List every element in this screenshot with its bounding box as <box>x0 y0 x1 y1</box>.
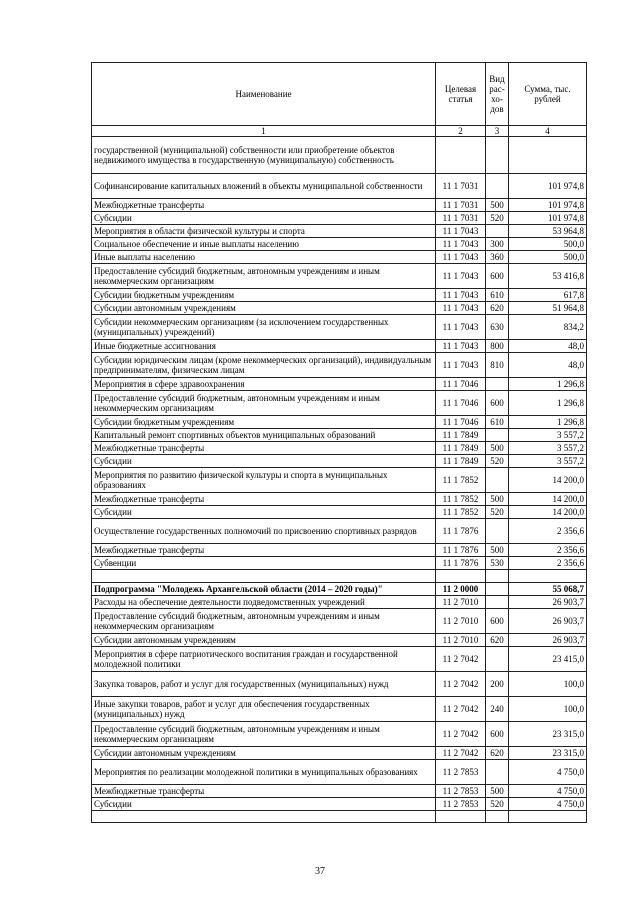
table-row <box>92 596 587 609</box>
table-row <box>92 647 587 672</box>
row-name-cell: Субсидии юридическим лицам (кроме некоммерческих организаций), индивидуальным предпринимателям, физическим лицам <box>92 353 436 378</box>
table-row <box>92 785 587 798</box>
row-name-cell: Иные бюджетные ассигнования <box>92 340 436 353</box>
row-sum-cell: 100,0 <box>509 672 587 697</box>
budget-table <box>91 62 587 823</box>
table-row <box>92 583 587 596</box>
row-expense-type-cell: 500 <box>486 199 509 212</box>
table-row <box>92 811 587 823</box>
row-sum-cell: 51 964,8 <box>509 302 587 315</box>
table-row <box>92 289 587 302</box>
row-target-article-cell: 11 1 7043 <box>436 225 486 238</box>
row-name-cell: Субсидии автономным учреждениям <box>92 747 436 760</box>
row-expense-type-cell: 620 <box>486 747 509 760</box>
row-name-cell <box>92 570 436 583</box>
table-row <box>92 798 587 811</box>
column-number: 3 <box>486 126 509 137</box>
row-target-article-cell: 11 1 7849 <box>436 429 486 442</box>
row-name-cell: Субсидии <box>92 798 436 811</box>
row-expense-type-cell: 300 <box>486 238 509 251</box>
row-expense-type-cell <box>486 583 509 596</box>
table-row <box>92 519 587 544</box>
table-row <box>92 634 587 647</box>
table-row <box>92 174 587 199</box>
row-name-cell: Иные закупки товаров, работ и услуг для обеспечения государственных (муниципальных) нужд <box>92 697 436 722</box>
row-name-cell: Закупка товаров, работ и услуг для государственных (муниципальных) нужд <box>92 672 436 697</box>
row-name-cell <box>92 811 436 823</box>
table-row <box>92 302 587 315</box>
row-expense-type-cell: 500 <box>486 442 509 455</box>
row-name-cell: Софинансирование капитальных вложений в объекты муниципальной собственности <box>92 174 436 199</box>
table-row <box>92 672 587 697</box>
row-target-article-cell: 11 2 7042 <box>436 697 486 722</box>
row-expense-type-cell: 800 <box>486 340 509 353</box>
row-expense-type-cell: 520 <box>486 212 509 225</box>
row-name-cell: Межбюджетные трансферты <box>92 442 436 455</box>
row-name-cell: Межбюджетные трансферты <box>92 199 436 212</box>
table-row <box>92 391 587 416</box>
row-sum-cell <box>509 811 587 823</box>
table-row <box>92 416 587 429</box>
row-name-cell: государственной (муниципальной) собственности или приобретение объектов недвижимого имущества в государственную (муниципальную) собственность <box>92 137 436 174</box>
row-name-cell: Иные выплаты населению <box>92 251 436 264</box>
row-expense-type-cell: 610 <box>486 289 509 302</box>
row-sum-cell: 2 356,6 <box>509 544 587 557</box>
table-row <box>92 506 587 519</box>
header-expense-type: Вид рас-хо-дов <box>486 63 509 126</box>
row-sum-cell: 1 296,8 <box>509 378 587 391</box>
row-target-article-cell: 11 2 7853 <box>436 785 486 798</box>
row-target-article-cell: 11 1 7849 <box>436 442 486 455</box>
row-sum-cell: 53 416,8 <box>509 264 587 289</box>
row-target-article-cell: 11 2 7042 <box>436 672 486 697</box>
row-target-article-cell: 11 1 7043 <box>436 302 486 315</box>
row-sum-cell: 26 903,7 <box>509 596 587 609</box>
row-target-article-cell: 11 1 7852 <box>436 506 486 519</box>
row-sum-cell: 101 974,8 <box>509 212 587 225</box>
row-name-cell: Субсидии <box>92 506 436 519</box>
row-sum-cell: 23 315,0 <box>509 722 587 747</box>
row-name-cell: Субвенции <box>92 557 436 570</box>
table-row <box>92 137 587 174</box>
row-expense-type-cell: 240 <box>486 697 509 722</box>
row-expense-type-cell <box>486 468 509 493</box>
row-sum-cell: 4 750,0 <box>509 798 587 811</box>
row-expense-type-cell <box>486 596 509 609</box>
row-target-article-cell: 11 1 7031 <box>436 174 486 199</box>
table-row <box>92 455 587 468</box>
table-row <box>92 697 587 722</box>
row-sum-cell: 14 200,0 <box>509 506 587 519</box>
row-target-article-cell: 11 1 7849 <box>436 455 486 468</box>
row-expense-type-cell: 600 <box>486 391 509 416</box>
row-sum-cell: 3 557,2 <box>509 442 587 455</box>
row-name-cell: Субсидии бюджетным учреждениям <box>92 289 436 302</box>
row-expense-type-cell: 500 <box>486 785 509 798</box>
row-target-article-cell: 11 1 7031 <box>436 212 486 225</box>
row-target-article-cell: 11 1 7043 <box>436 315 486 340</box>
row-sum-cell: 14 200,0 <box>509 493 587 506</box>
row-name-cell: Предоставление субсидий бюджетным, автономным учреждениям и иным некоммерческим организациям <box>92 264 436 289</box>
table-header <box>92 63 587 137</box>
header-row <box>92 63 587 126</box>
row-sum-cell: 101 974,8 <box>509 199 587 212</box>
row-target-article-cell: 11 1 7043 <box>436 289 486 302</box>
row-expense-type-cell: 630 <box>486 315 509 340</box>
row-sum-cell: 100,0 <box>509 697 587 722</box>
row-name-cell: Субсидии автономным учреждениям <box>92 634 436 647</box>
row-expense-type-cell <box>486 429 509 442</box>
row-target-article-cell: 11 2 7042 <box>436 747 486 760</box>
row-expense-type-cell <box>486 570 509 583</box>
row-name-cell: Капитальный ремонт спортивных объектов муниципальных образований <box>92 429 436 442</box>
table-body <box>92 137 587 823</box>
table-row <box>92 315 587 340</box>
table-row <box>92 557 587 570</box>
table-row <box>92 468 587 493</box>
row-expense-type-cell: 530 <box>486 557 509 570</box>
row-expense-type-cell <box>486 378 509 391</box>
row-sum-cell: 2 356,6 <box>509 557 587 570</box>
row-expense-type-cell <box>486 760 509 785</box>
row-sum-cell: 4 750,0 <box>509 760 587 785</box>
row-target-article-cell <box>436 811 486 823</box>
row-target-article-cell: 11 2 7010 <box>436 634 486 647</box>
row-sum-cell: 1 296,8 <box>509 416 587 429</box>
row-sum-cell: 55 068,7 <box>509 583 587 596</box>
row-target-article-cell: 11 1 7043 <box>436 353 486 378</box>
row-sum-cell: 101 974,8 <box>509 174 587 199</box>
row-expense-type-cell <box>486 519 509 544</box>
row-sum-cell: 4 750,0 <box>509 785 587 798</box>
row-sum-cell: 2 356,6 <box>509 519 587 544</box>
column-number-row <box>92 126 587 137</box>
row-target-article-cell: 11 1 7031 <box>436 199 486 212</box>
row-name-cell: Мероприятия по реализации молодежной политики в муниципальных образованиях <box>92 760 436 785</box>
row-name-cell: Субсидии автономным учреждениям <box>92 302 436 315</box>
row-target-article-cell: 11 2 0000 <box>436 583 486 596</box>
table-row <box>92 340 587 353</box>
row-expense-type-cell: 520 <box>486 798 509 811</box>
row-expense-type-cell: 520 <box>486 455 509 468</box>
row-target-article-cell: 11 1 7876 <box>436 544 486 557</box>
row-sum-cell: 500,0 <box>509 251 587 264</box>
row-name-cell: Субсидии некоммерческим организациям (за исключением государственных (муниципальных) учреждений) <box>92 315 436 340</box>
row-expense-type-cell: 600 <box>486 264 509 289</box>
row-expense-type-cell <box>486 647 509 672</box>
row-expense-type-cell: 600 <box>486 722 509 747</box>
table-row <box>92 212 587 225</box>
row-target-article-cell: 11 1 7876 <box>436 557 486 570</box>
table-row <box>92 429 587 442</box>
table-row <box>92 264 587 289</box>
row-expense-type-cell <box>486 811 509 823</box>
row-sum-cell: 23 415,0 <box>509 647 587 672</box>
row-sum-cell <box>509 570 587 583</box>
table-row <box>92 442 587 455</box>
row-sum-cell: 500,0 <box>509 238 587 251</box>
table-row <box>92 251 587 264</box>
row-sum-cell: 14 200,0 <box>509 468 587 493</box>
row-sum-cell: 617,8 <box>509 289 587 302</box>
table-row <box>92 378 587 391</box>
row-target-article-cell <box>436 570 486 583</box>
table-row <box>92 225 587 238</box>
row-sum-cell: 23 315,0 <box>509 747 587 760</box>
row-target-article-cell: 11 1 7852 <box>436 468 486 493</box>
row-target-article-cell: 11 1 7046 <box>436 416 486 429</box>
row-target-article-cell: 11 2 7042 <box>436 647 486 672</box>
row-name-cell: Межбюджетные трансферты <box>92 544 436 557</box>
row-expense-type-cell: 520 <box>486 506 509 519</box>
row-sum-cell: 26 903,7 <box>509 634 587 647</box>
row-expense-type-cell: 500 <box>486 493 509 506</box>
column-number: 2 <box>436 126 486 137</box>
row-expense-type-cell <box>486 137 509 174</box>
row-expense-type-cell: 500 <box>486 544 509 557</box>
row-target-article-cell: 11 1 7043 <box>436 264 486 289</box>
table-row <box>92 747 587 760</box>
table-row <box>92 199 587 212</box>
row-sum-cell: 3 557,2 <box>509 455 587 468</box>
row-expense-type-cell: 600 <box>486 609 509 634</box>
header-target-article: Целевая статья <box>436 63 486 126</box>
table-row <box>92 570 587 583</box>
row-name-cell: Мероприятия в области физической культуры и спорта <box>92 225 436 238</box>
row-name-cell: Предоставление субсидий бюджетным, автономным учреждениям и иным некоммерческим организациям <box>92 722 436 747</box>
row-sum-cell: 1 296,8 <box>509 391 587 416</box>
row-expense-type-cell: 360 <box>486 251 509 264</box>
row-target-article-cell: 11 1 7876 <box>436 519 486 544</box>
header-sum: Сумма, тыс. рублей <box>509 63 587 126</box>
table-row <box>92 544 587 557</box>
row-target-article-cell: 11 1 7043 <box>436 251 486 264</box>
row-expense-type-cell: 610 <box>486 416 509 429</box>
row-name-cell: Расходы на обеспечение деятельности подведомственных учреждений <box>92 596 436 609</box>
column-number: 4 <box>509 126 587 137</box>
row-sum-cell: 48,0 <box>509 340 587 353</box>
row-expense-type-cell: 620 <box>486 634 509 647</box>
row-target-article-cell: 11 1 7046 <box>436 391 486 416</box>
row-expense-type-cell: 200 <box>486 672 509 697</box>
row-sum-cell: 3 557,2 <box>509 429 587 442</box>
row-target-article-cell: 11 2 7010 <box>436 596 486 609</box>
row-expense-type-cell <box>486 174 509 199</box>
table-row <box>92 353 587 378</box>
row-sum-cell: 48,0 <box>509 353 587 378</box>
table-row <box>92 609 587 634</box>
row-target-article-cell: 11 2 7853 <box>436 798 486 811</box>
row-target-article-cell: 11 1 7043 <box>436 340 486 353</box>
row-target-article-cell: 11 2 7010 <box>436 609 486 634</box>
row-expense-type-cell: 810 <box>486 353 509 378</box>
row-name-cell: Субсидии бюджетным учреждениям <box>92 416 436 429</box>
row-name-cell: Мероприятия в сфере патриотического воспитания граждан и государственной молодежной политики <box>92 647 436 672</box>
row-name-cell: Предоставление субсидий бюджетным, автономным учреждениям и иным некоммерческим организациям <box>92 609 436 634</box>
table-row <box>92 722 587 747</box>
header-name: Наименование <box>92 63 436 126</box>
row-name-cell: Субсидии <box>92 455 436 468</box>
row-name-cell: Субсидии <box>92 212 436 225</box>
table-row <box>92 760 587 785</box>
row-name-cell: Мероприятия по развитию физической культуры и спорта в муниципальных образованиях <box>92 468 436 493</box>
row-target-article-cell: 11 1 7852 <box>436 493 486 506</box>
row-target-article-cell: 11 1 7046 <box>436 378 486 391</box>
row-name-cell: Осуществление государственных полномочий по присвоению спортивных разрядов <box>92 519 436 544</box>
row-sum-cell: 834,2 <box>509 315 587 340</box>
row-sum-cell: 26 903,7 <box>509 609 587 634</box>
row-name-cell: Социальное обеспечение и иные выплаты населению <box>92 238 436 251</box>
row-target-article-cell: 11 2 7853 <box>436 760 486 785</box>
row-target-article-cell: 11 1 7043 <box>436 238 486 251</box>
row-name-cell: Межбюджетные трансферты <box>92 493 436 506</box>
row-name-cell: Мероприятия в сфере здравоохранения <box>92 378 436 391</box>
row-sum-cell: 53 964,8 <box>509 225 587 238</box>
row-sum-cell <box>509 137 587 174</box>
page-number: 37 <box>315 866 325 877</box>
table-row <box>92 493 587 506</box>
row-expense-type-cell <box>486 225 509 238</box>
row-name-cell: Предоставление субсидий бюджетным, автономным учреждениям и иным некоммерческим организациям <box>92 391 436 416</box>
row-name-cell: Подпрограмма "Молодежь Архангельской области (2014 – 2020 годы)" <box>92 583 436 596</box>
column-number: 1 <box>92 126 436 137</box>
row-expense-type-cell: 620 <box>486 302 509 315</box>
row-target-article-cell: 11 2 7042 <box>436 722 486 747</box>
table-row <box>92 238 587 251</box>
row-name-cell: Межбюджетные трансферты <box>92 785 436 798</box>
row-target-article-cell <box>436 137 486 174</box>
